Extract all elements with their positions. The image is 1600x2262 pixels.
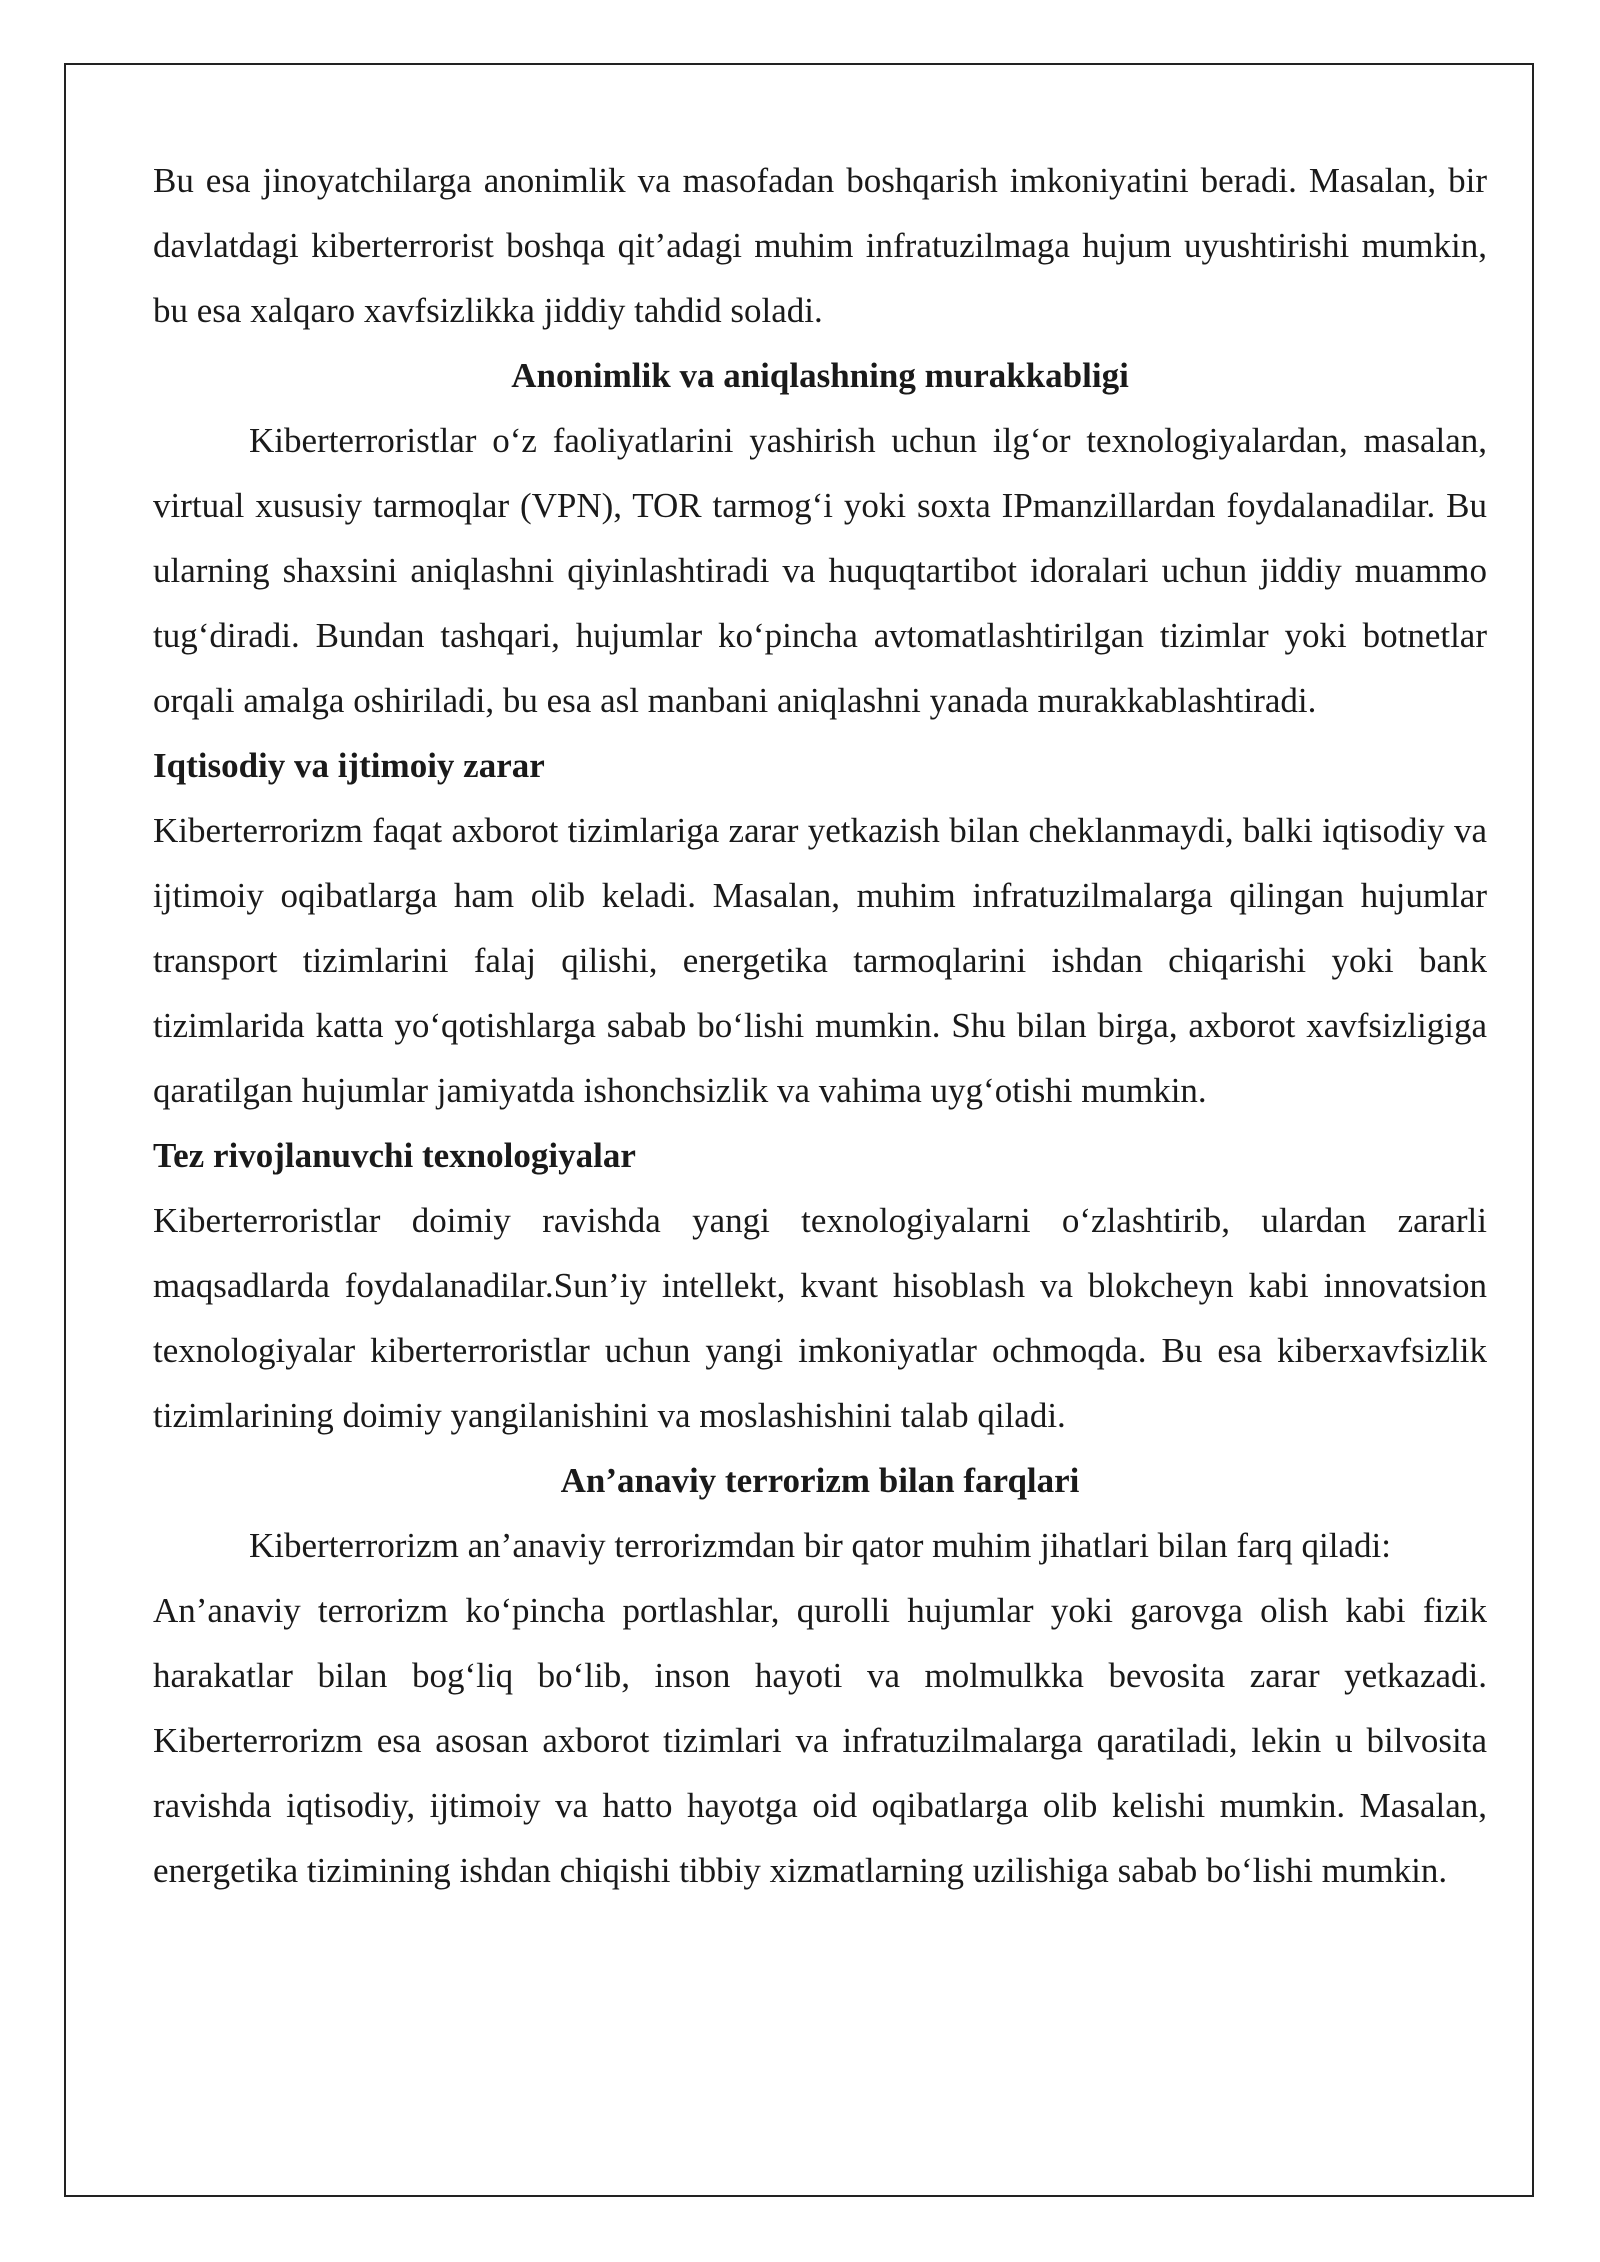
heading-technologies: Tez rivojlanuvchi texnologiyalar (153, 1136, 636, 1175)
paragraph-differences-intro: Kiberterrorizm an’anaviy terrorizmdan bir qator muhim jihatlari bilan farq qiladi: (249, 1526, 1391, 1565)
heading-anonymity: Anonimlik va aniqlashning murakkabligi (511, 356, 1129, 395)
paragraph-differences: An’anaviy terrorizm ko‘pincha portlashlar, qurolli hujumlar yoki garovga olish kabi fizik harakatlar bilan bog‘liq bo‘lib, inson hayoti va molmulkka bevosita zarar yetkazadi. Kiberterrorizm esa asosan axborot tizimlari va infratuzilmalarga qaratiladi, lekin u bilvosita ravishda iqtisodiy, ijtimoiy va hatto hayotga oid oqibatlarga olib kelishi mumkin. Masalan, energetika tizimining ishdan chiqishi tibbiy xizmatlarning uzilishiga sabab bo‘lishi mumkin. (153, 1591, 1487, 1890)
document-body (153, 148, 1487, 1903)
paragraph-intro: Bu esa jinoyatchilarga anonimlik va masofadan boshqarish imkoniyatini beradi. Masalan, bir davlatdagi kiberterrorist boshqa qit’adagi muhim infratuzilmaga hujum uyushtirishi mumkin, bu esa xalqaro xavfsizlikka jiddiy tahdid soladi. (153, 161, 1487, 330)
paragraph-economic-damage: Kiberterrorizm faqat axborot tizimlariga zarar yetkazish bilan cheklanmaydi, balki iqtisodiy va ijtimoiy oqibatlarga ham olib keladi. Masalan, muhim infratuzilmalarga qilingan hujumlar transport tizimlarini falaj qilishi, energetika tarmoqlarini ishdan chiqarishi yoki bank tizimlarida katta yo‘qotishlarga sabab bo‘lishi mumkin. Shu bilan birga, axborot xavfsizligiga qaratilgan hujumlar jamiyatda ishonchsizlik va vahima uyg‘otishi mumkin. (153, 811, 1487, 1110)
paragraph-technologies: Kiberterroristlar doimiy ravishda yangi texnologiyalarni o‘zlashtirib, ulardan zararli maqsadlarda foydalanadilar.Sun’iy intellekt, kvant hisoblash va blokcheyn kabi innovatsion texnologiyalar kiberterroristlar uchun yangi imkoniyatlar ochmoqda. Bu esa kiberxavfsizlik tizimlarining doimiy yangilanishini va moslashishini talab qiladi. (153, 1201, 1487, 1435)
heading-economic-damage: Iqtisodiy va ijtimoiy zarar (153, 746, 545, 785)
paragraph-anonymity: Kiberterroristlar o‘z faoliyatlarini yashirish uchun ilg‘or texnologiyalardan, masalan, virtual xususiy tarmoqlar (VPN), TOR tarmog‘i yoki soxta IPmanzillardan foydalanadilar. Bu ularning shaxsini aniqlashni qiyinlashtiradi va huquqtartibot idoralari uchun jiddiy muammo tug‘diradi. Bundan tashqari, hujumlar ko‘pincha avtomatlashtirilgan tizimlar yoki botnetlar orqali amalga oshiriladi, bu esa asl manbani aniqlashni yanada murakkablashtiradi. (153, 421, 1487, 720)
heading-differences: An’anaviy terrorizm bilan farqlari (560, 1461, 1080, 1500)
